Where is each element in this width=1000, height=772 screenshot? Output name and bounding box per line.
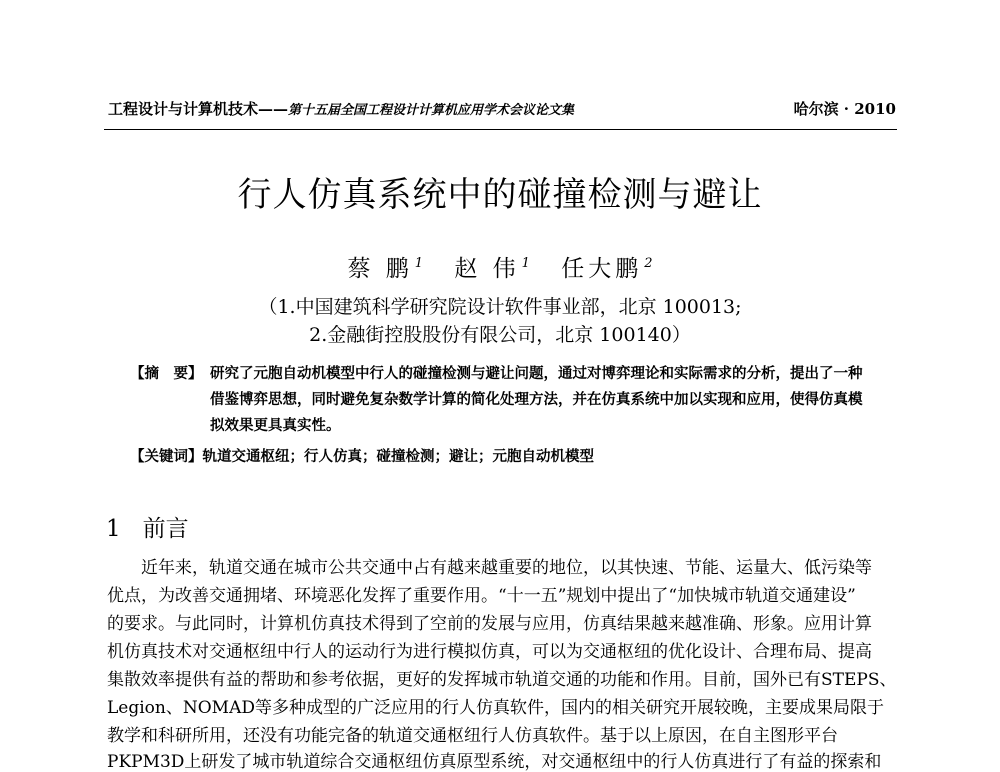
running-header-place-year: 哈尔滨 · 2010 [793, 100, 896, 118]
author-list [0, 250, 1000, 283]
body-text-line: PKPM3D上研发了城市轨道综合交通枢纽仿真原型系统，对交通枢纽中的行人仿真进行了有益的探索和 [107, 752, 882, 772]
keywords-text: 轨道交通枢纽；行人仿真；碰撞检测；避让；元胞自动机模型 [202, 448, 594, 465]
body-text-line: 的要求。与此同时，计算机仿真技术得到了空前的发展与应用，仿真结果越来越准确、形象。应用计算 [107, 614, 872, 634]
body-text-line: 近年来，轨道交通在城市公共交通中占有越来越重要的地位，以其快速、节能、运量大、低污染等 [141, 558, 872, 578]
body-text-line: 优点，为改善交通拥堵、环境恶化发挥了重要作用。“十一五”规划中提出了“加快城市轨道交通建设” [107, 586, 856, 606]
section-number: 1 [106, 516, 121, 542]
proceedings-name: 第十五届全国工程设计计算机应用学术会议论文集 [288, 103, 575, 118]
author: 任大鹏 $^2$ [561, 256, 653, 282]
keywords-label: 【关键词】 [130, 448, 203, 465]
body-text-line: 集散效率提供有益的帮助和参考依据，更好的发挥城市轨道交通的功能和作用。目前，国外已有STEPS、 [107, 670, 897, 690]
section-title: 前言 [142, 516, 189, 542]
author: 蔡 鹏 $^1$ [347, 256, 424, 282]
body-text-line: 机仿真技术对交通枢纽中行人的运动行为进行模拟仿真，可以为交通枢纽的优化设计、合理布局、提高 [107, 642, 872, 662]
paper-title: 行人仿真系统中的碰撞检测与避让 [237, 175, 763, 215]
header-rule [104, 129, 897, 130]
abstract-line: 拟效果更具真实性。 [210, 417, 341, 434]
abstract-line: 研究了元胞自动机模型中行人的碰撞检测与避让问题，通过对博弈理论和实际需求的分析，提出了一种 [210, 365, 863, 382]
running-header-journal [108, 98, 574, 119]
section-heading [106, 510, 189, 543]
abstract-label: 【摘 要】 [130, 365, 203, 382]
affiliation-line: （1.中国建筑科学研究院设计软件事业部，北京 100013; [258, 296, 742, 318]
author: 赵 伟 $^1$ [454, 256, 530, 282]
affiliation-line: 2.金融街控股股份有限公司，北京 100140） [309, 324, 691, 346]
body-text-line: Legion、NOMAD等多种成型的广泛应用的行人仿真软件，国内的相关研究开展较晚，主要成果局限于 [107, 698, 884, 718]
body-text-line: 教学和科研所用，还没有功能完备的轨道交通枢纽行人仿真软件。基于以上原因，在自主图形平台 [107, 726, 838, 746]
journal-name: 工程设计与计算机技术—— [108, 100, 289, 118]
abstract-line: 借鉴博弈思想，同时避免复杂数学计算的简化处理方法，并在仿真系统中加以实现和应用，使得仿真模 [210, 391, 863, 408]
keywords [130, 444, 594, 470]
